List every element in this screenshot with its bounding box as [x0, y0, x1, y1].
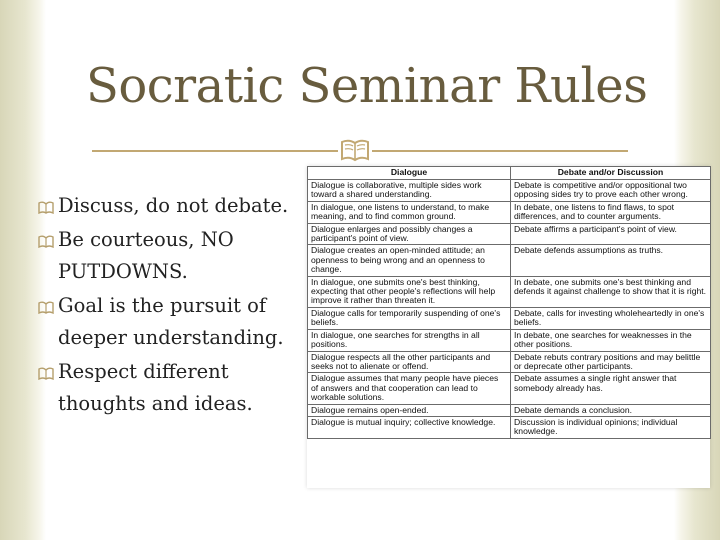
bullet-item: [38, 190, 300, 222]
dialogue-cell: In dialogue, one searches for strengths in all positions.: [308, 329, 511, 351]
table-row: [308, 329, 711, 351]
book-icon: [38, 200, 54, 214]
bullet-text: Goal is the pursuit of deeper understanding.: [58, 294, 284, 349]
book-icon: [340, 134, 370, 164]
bullet-item: [38, 356, 300, 420]
debate-cell: Debate rebuts contrary positions and may belittle or deprecate other participants.: [511, 351, 711, 373]
book-icon: [38, 234, 54, 248]
dialogue-cell: Dialogue creates an open-minded attitude; an openness to being wrong and an openness to change.: [308, 245, 511, 276]
debate-cell: Discussion is individual opinions; individual knowledge.: [511, 416, 711, 438]
dialogue-cell: Dialogue respects all the other participants and seeks not to alienate or offend.: [308, 351, 511, 373]
bullet-item: [38, 290, 300, 354]
debate-cell: Debate assumes a single right answer that somebody already has.: [511, 373, 711, 404]
dialogue-cell: Dialogue remains open-ended.: [308, 404, 511, 416]
table-header-row: [308, 167, 711, 180]
debate-cell: In debate, one searches for weaknesses in the other positions.: [511, 329, 711, 351]
rules-bullet-list: [38, 190, 300, 422]
dialogue-cell: Dialogue assumes that many people have pieces of answers and that cooperation can lead to workable solutions.: [308, 373, 511, 404]
debate-cell: Debate affirms a participant's point of view.: [511, 223, 711, 245]
dialogue-cell: Dialogue enlarges and possibly changes a participant's point of view.: [308, 223, 511, 245]
bullet-text: Be courteous, NO PUTDOWNS.: [58, 228, 234, 283]
table-row: [308, 351, 711, 373]
bullet-item: [38, 224, 300, 288]
slide-title: Socratic Seminar Rules: [86, 58, 648, 114]
title-divider-right: [372, 150, 628, 152]
table-row: [308, 245, 711, 276]
debate-cell: Debate demands a conclusion.: [511, 404, 711, 416]
debate-cell: Debate is competitive and/or oppositional two opposing sides try to prove each other wrong.: [511, 180, 711, 202]
dialogue-cell: Dialogue is mutual inquiry; collective knowledge.: [308, 416, 511, 438]
table-row: [308, 223, 711, 245]
dialogue-cell: Dialogue calls for temporarily suspending of one's beliefs.: [308, 307, 511, 329]
dialogue-cell: In dialogue, one submits one's best thinking, expecting that other people's reflections will help improve it rather than threaten it.: [308, 276, 511, 307]
dialogue-vs-debate-table: [307, 166, 711, 439]
comparison-table-container: [307, 166, 710, 488]
bullet-text: Respect different thoughts and ideas.: [58, 360, 253, 415]
book-icon: [38, 366, 54, 380]
table-row: [308, 373, 711, 404]
column-header-dialogue: Dialogue: [308, 167, 511, 180]
debate-cell: In debate, one listens to find flaws, to spot differences, and to counter arguments.: [511, 201, 711, 223]
column-header-debate: Debate and/or Discussion: [511, 167, 711, 180]
dialogue-cell: In dialogue, one listens to understand, to make meaning, and to find common ground.: [308, 201, 511, 223]
dialogue-cell: Dialogue is collaborative, multiple sides work toward a shared understanding.: [308, 180, 511, 202]
debate-cell: Debate, calls for investing wholeheartedly in one's beliefs.: [511, 307, 711, 329]
book-icon: [38, 300, 54, 314]
table-row: [308, 416, 711, 438]
title-divider-left: [92, 150, 338, 152]
table-row: [308, 307, 711, 329]
table-row: [308, 201, 711, 223]
debate-cell: In debate, one submits one's best thinking and defends it against challenge to show that it is right.: [511, 276, 711, 307]
debate-cell: Debate defends assumptions as truths.: [511, 245, 711, 276]
table-row: [308, 404, 711, 416]
table-row: [308, 276, 711, 307]
table-row: [308, 180, 711, 202]
bullet-text: Discuss, do not debate.: [58, 194, 289, 217]
